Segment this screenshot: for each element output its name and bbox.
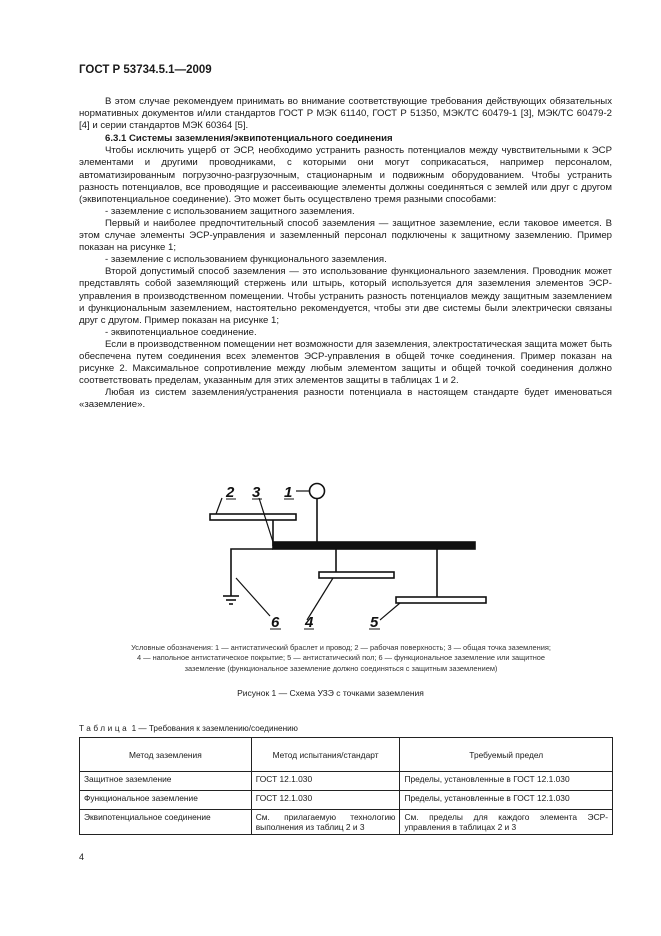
table-title-rest: 1 — Требования к заземлению/соединению	[131, 724, 298, 733]
work-surface	[210, 514, 296, 520]
section-heading: 6.3.1 Системы заземления/эквипотенциального соединения	[105, 133, 393, 145]
table-header-cell: Метод испытания/стандарт	[251, 738, 400, 772]
table-cell: ГОСТ 12.1.030	[251, 772, 400, 791]
legend-line: заземление (функциональное заземление должно соединяться с защитным заземлением)	[184, 663, 498, 673]
common-grounding-bar	[273, 542, 475, 549]
figure-label-4: 4	[305, 614, 314, 631]
requirements-table	[79, 737, 613, 835]
figure-legend	[86, 643, 596, 674]
figure-label-5: 5	[370, 614, 379, 631]
table-cell: Защитное заземление	[80, 772, 252, 791]
table-row	[80, 810, 613, 835]
body-text	[79, 96, 612, 411]
paragraph: Любая из систем заземления/устранения разности потенциала в настоящем стандарте будет именоваться «заземление».	[79, 387, 612, 411]
list-item: - эквипотенциальное соединение.	[105, 326, 257, 338]
page-number: 4	[79, 852, 85, 862]
wrist-strap-circle	[310, 484, 325, 499]
table-header-cell: Метод заземления	[80, 738, 252, 772]
figure-label-1: 1	[284, 484, 293, 501]
figure-label-2: 2	[226, 484, 235, 501]
table-row	[80, 772, 613, 791]
legend-line: 4 — напольное антистатическое покрытие; 5 — антистатический пол; 6 — функциональное заземление или защитное	[136, 653, 546, 663]
table-header-row	[80, 738, 613, 772]
list-item: - заземление с использованием защитного заземления.	[105, 205, 355, 217]
floor-covering	[319, 572, 394, 578]
grounding-diagram	[0, 478, 661, 638]
table-cell: ГОСТ 12.1.030	[251, 791, 400, 810]
table-header-cell: Требуемый предел	[400, 738, 613, 772]
leader-5	[380, 603, 400, 620]
list-item: - заземление с использованием функционального заземления.	[105, 254, 387, 266]
paragraph: Первый и наиболее предпочтительный способ заземления — защитное заземление, если таковое имеется. В этом случае элементы ЭСР-управления и заземленный персонал подключены к защитному заземлению. Пример показан на рисунке 1;	[79, 217, 612, 254]
table-title-word: Таблица	[79, 724, 130, 733]
paragraph: Если в производственном помещении нет возможности для заземления, электростатическая защита может быть обеспечена путем соединения всех элементов ЭСР-управления в общей точке соединения. Пример показан на рисунке 2. Максимальное сопротивление между любым элементом защиты и общей точкой соединения должно соответствовать пределам, указанным для этих элементов защиты в таблицах 1 и 2.	[79, 338, 612, 387]
figure-caption: Рисунок 1 — Схема УЗЭ с точками заземления	[237, 688, 424, 698]
table-cell: Пределы, установленные в ГОСТ 12.1.030	[400, 772, 613, 791]
leader-2	[216, 498, 222, 514]
table-cell: См. пределы для каждого элемента ЭСР-управления в таблицах 2 и 3	[400, 810, 613, 835]
table-cell: Функциональное заземление	[80, 791, 252, 810]
paragraph: Чтобы исключить ущерб от ЭСР, необходимо устранить разность потенциалов между чувствительными к ЭСР элементами и другими проводниками, с которыми они могут соприкасаться, например персоналом, автоматизированным погрузочно-разгрузочным, стационарным и подвижным оборудованием. Чтобы устранить разность потенциалов, все проводящие и рассеивающие элементы должны соединяться с землей или друг с другом (эквипотенциальное соединение). Это может быть осуществлено тремя разными способами:	[79, 145, 612, 205]
paragraph: Второй допустимый способ заземления — это использование функционального заземления. Проводник может представлять собой заземляющий стержень или штырь, который используется для заземления элементов ЭСР-управления в производственном помещении. Чтобы устранить разность потенциалов между защитным заземлением и функциональным заземлением, настоятельно рекомендуется, чтобы эти две системы были электрически связаны друг с другом. Пример показан на рисунке 1;	[79, 266, 612, 326]
table-title	[79, 724, 298, 733]
table-cell: Пределы, установленные в ГОСТ 12.1.030	[400, 791, 613, 810]
table-cell: См. прилагаемую технологию выполнения из таблиц 2 и 3	[251, 810, 400, 835]
antistatic-floor	[396, 597, 486, 603]
figure-label-6: 6	[271, 614, 280, 631]
table-cell: Эквипотенциальное соединение	[80, 810, 252, 835]
figure-label-3: 3	[252, 484, 261, 501]
paragraph: В этом случае рекомендуем принимать во внимание соответствующие требования действующих обязательных нормативных документов и/или стандартов ГОСТ Р МЭК 61140, ГОСТ Р 51350, МЭК/ТС 60479-1 [3], МЭК/ТС 60479-2 [4] и серии стандартов МЭК 60364 [5].	[79, 96, 612, 132]
ground-wire	[231, 549, 273, 596]
document-number: ГОСТ Р 53734.5.1—2009	[79, 64, 212, 76]
leader-6	[236, 578, 270, 616]
table-row	[80, 791, 613, 810]
legend-line: Условные обозначения: 1 — антистатический браслет и провод; 2 — рабочая поверхность; 3 — общая точка заземления;	[131, 643, 551, 652]
